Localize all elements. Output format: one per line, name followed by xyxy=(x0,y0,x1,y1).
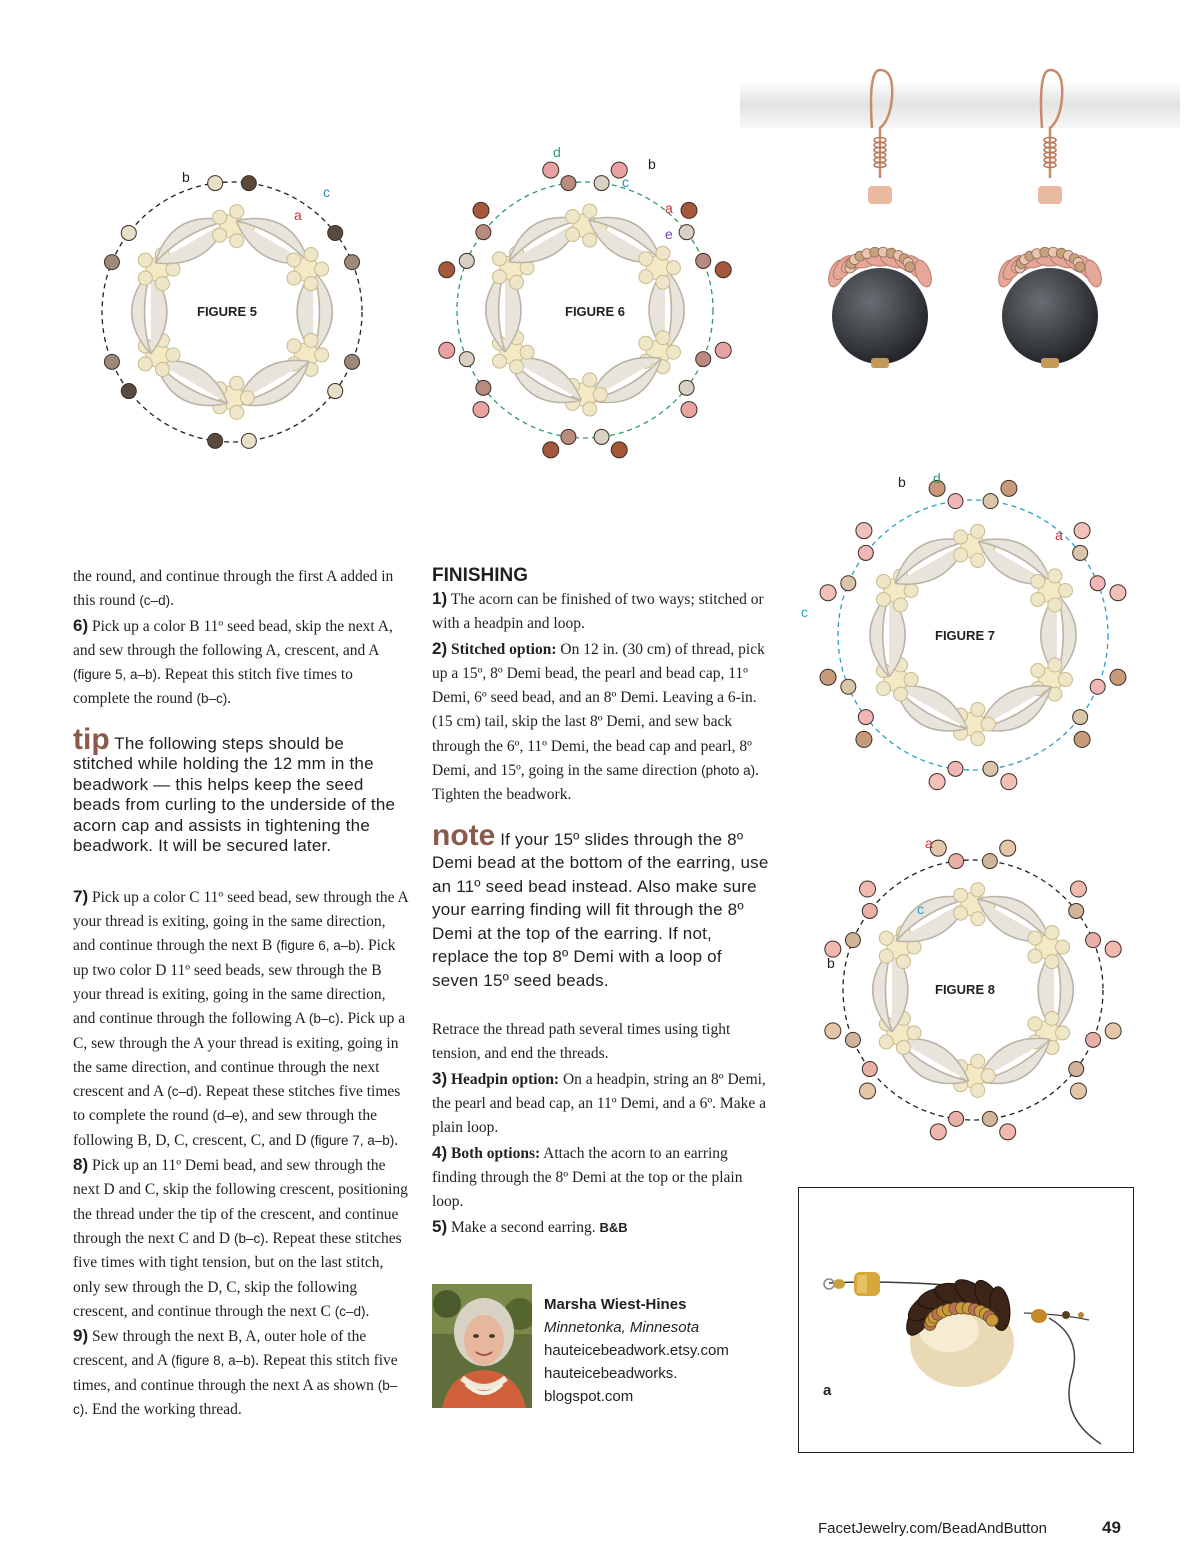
tip-keyword: tip xyxy=(73,722,110,756)
step-9: 9) Sew through the next B, A, outer hole of the crescent, and A (figure 8, a–b). Repeat this stitch five times, and continue through the next A as shown (b–c). End the working thread. xyxy=(73,1326,398,1419)
photo-a-image xyxy=(799,1188,1133,1452)
finishing-heading: FINISHING xyxy=(432,565,529,586)
outer-seed-bead xyxy=(1069,903,1084,918)
bottom-bead xyxy=(871,358,889,368)
finishing-step-5: 5) Make a second earring. B&B xyxy=(432,1216,628,1236)
color-d-bead xyxy=(543,442,559,458)
note-keyword: note xyxy=(432,818,496,852)
step-8: 8) Pick up an 11º Demi bead, and sew through the next D and C, skip the following crescent, positioning the thread under the tip of the crescent, and continue through the next C and D (b–c). Repeat these stitches five times with tight tension, but on the last stitch, only sew through the D, C, skip the following crescent, and continue through the next C (c–d). xyxy=(73,1155,408,1320)
finishing-step-1: 1) The acorn can be finished of two ways; stitched or with a headpin and loop. xyxy=(432,589,764,633)
outer-seed-bead xyxy=(594,429,609,444)
color-d-bead xyxy=(1001,480,1017,496)
seed-bead-a xyxy=(304,333,318,347)
label-d: d xyxy=(933,470,941,486)
seed-bead-a xyxy=(166,348,180,362)
seed-bead-a xyxy=(138,271,152,285)
seed-bead-a xyxy=(1056,1026,1070,1040)
color-d-bead xyxy=(439,262,455,278)
outer-seed-bead xyxy=(948,761,963,776)
seed-bead-a xyxy=(1045,1011,1059,1025)
outer-seed-bead xyxy=(208,176,223,191)
outer-seed-bead xyxy=(841,679,856,694)
seed-bead-a xyxy=(971,883,985,897)
figure-7-label: FIGURE 7 xyxy=(935,628,995,643)
seed-bead-a xyxy=(287,253,301,267)
seed-bead-a xyxy=(894,598,908,612)
seed-bead-a xyxy=(287,271,301,285)
outer-seed-bead xyxy=(561,429,576,444)
figure-8-label: FIGURE 8 xyxy=(935,982,995,997)
color-d-bead xyxy=(856,731,872,747)
step-7: 7) Pick up a color C 11º seed bead, sew through the A your thread is exiting, going in the same direction, and continue through the next B (figure 6, a–b). Pick up two color D 11º seed beads, sew through the B your thread is exiting, going in the same direction, and continue through the following A (b–c). Pick up a C, sew through the A your thread is exiting, going in the same direction, and continue through the next crescent and A (c–d). Repeat these stitches five times to complete the round (d–e), and sew through the following B, D, C, crescent, C, and D (figure 7, a–b). xyxy=(73,886,408,1149)
seed-bead-a xyxy=(230,405,244,419)
seed-bead-a xyxy=(907,1026,921,1040)
seed-bead-a xyxy=(876,682,890,696)
outer-seed-bead xyxy=(696,253,711,268)
seed-bead-a xyxy=(593,387,607,401)
bottom-bead xyxy=(1041,358,1059,368)
seed-bead-a xyxy=(666,345,680,359)
seed-bead-a xyxy=(1031,592,1045,606)
outer-seed-bead xyxy=(845,1032,860,1047)
outer-seed-bead xyxy=(982,1111,997,1126)
seed-bead-a xyxy=(315,348,329,362)
color-d-bead xyxy=(1105,941,1121,957)
seed-bead-a xyxy=(304,277,318,291)
photo-a-frame xyxy=(798,1187,1134,1453)
seed-bead-a xyxy=(971,703,985,717)
author-name: Marsha Wiest-Hines xyxy=(544,1296,687,1313)
outer-seed-bead xyxy=(982,854,997,869)
tip-callout: tip The following steps should be stitched while holding the 12 mm in the beadwork — this helps keep the seed beads from curling to the underside of the acorn cap and assists in tightening the beadwork. It will be secured later. xyxy=(73,722,396,856)
author-location: Minnetonka, Minnesota xyxy=(544,1319,700,1336)
color-d-bead xyxy=(860,881,876,897)
author-info xyxy=(544,1293,774,1408)
finishing-step-2: 2) Stitched option: On 12 in. (30 cm) of thread, pick up a 15º, 8º Demi bead, the pearl and bead cap, 11º Demi, 6º seed bead, and an 8º Demi. Leaving a 6-in. (15 cm) tail, skip the last 8º Demi, and sew back through the 6º, 11º Demi, the bead cap and pearl, 8º Demi, and 15º, going in the same direction (photo a). Tighten the beadwork. xyxy=(432,638,765,804)
seed-bead-a xyxy=(1028,931,1042,945)
seed-bead-a xyxy=(1048,569,1062,583)
color-d-bead xyxy=(681,202,697,218)
author-website-1[interactable]: hauteicebeadwork.etsy.com xyxy=(544,1342,729,1359)
label-c: c xyxy=(801,604,808,620)
outer-seed-bead xyxy=(345,255,360,270)
finishing-step-4: 4) Both options: Attach the acorn to an earring finding through the 8º Demi at the top or the plain loop. xyxy=(432,1142,743,1211)
color-d-bead xyxy=(856,523,872,539)
figure-5-label: FIGURE 5 xyxy=(197,304,257,319)
seed-bead-a xyxy=(138,253,152,267)
seed-bead-a xyxy=(1028,949,1042,963)
seed-bead-a xyxy=(981,717,995,731)
seed-bead-a xyxy=(1058,583,1072,597)
author-website-2[interactable]: hauteicebeadworks. blogspot.com xyxy=(544,1365,678,1405)
outer-seed-bead xyxy=(345,354,360,369)
figure-6-label: FIGURE 6 xyxy=(565,304,625,319)
label-a: a xyxy=(294,207,302,223)
outer-seed-bead xyxy=(1073,545,1088,560)
seed-bead-a xyxy=(1056,940,1070,954)
outer-seed-bead xyxy=(121,225,136,240)
seed-bead-a xyxy=(230,234,244,248)
seed-bead-a xyxy=(230,376,244,390)
seed-bead-a xyxy=(492,354,506,368)
outer-seed-bead xyxy=(948,494,963,509)
seed-bead-a xyxy=(1045,926,1059,940)
color-d-bead xyxy=(1110,669,1126,685)
seed-bead-a xyxy=(876,592,890,606)
color-d-bead xyxy=(473,202,489,218)
seed-bead-a xyxy=(230,205,244,219)
cap-seed-bead xyxy=(1075,262,1085,272)
seed-bead-a xyxy=(1045,955,1059,969)
seed-bead-a xyxy=(896,955,910,969)
label-b: b xyxy=(648,156,656,172)
author-photo xyxy=(432,1284,532,1408)
seed-bead-a xyxy=(904,673,918,687)
color-d-bead xyxy=(681,402,697,418)
outer-seed-bead xyxy=(862,1062,877,1077)
finishing-step-3: 3) Headpin option: On a headpin, string an 8º Demi, the pearl and bead cap, an 11º Demi, and a 6º. Make a plain loop. xyxy=(432,1068,766,1137)
gold-seed-bead xyxy=(986,1314,998,1326)
seed-bead-a xyxy=(954,906,968,920)
seed-bead-a xyxy=(639,336,653,350)
seed-bead-a xyxy=(1048,598,1062,612)
photo-a-label: a xyxy=(823,1382,832,1399)
seed-bead-a xyxy=(566,228,580,242)
seed-bead-a xyxy=(510,275,524,289)
label-b: b xyxy=(898,474,906,490)
seed-bead-a xyxy=(138,357,152,371)
outer-seed-bead xyxy=(858,545,873,560)
cap-seed-bead xyxy=(905,262,915,272)
footer-url[interactable]: FacetJewelry.com/BeadAndButton xyxy=(818,1520,1048,1537)
color-d-bead xyxy=(825,1023,841,1039)
color-d-bead xyxy=(820,585,836,601)
black-pearl xyxy=(832,268,928,364)
seed-bead-a xyxy=(583,373,597,387)
color-d-bead xyxy=(1000,1124,1016,1140)
seed-bead-a xyxy=(583,402,597,416)
seed-bead-a xyxy=(971,912,985,926)
retrace-paragraph: Retrace the thread path several times using tight tension, and end the threads. xyxy=(432,1021,731,1063)
seed-bead-a xyxy=(954,888,968,902)
top-bead xyxy=(1038,186,1062,204)
outer-seed-bead xyxy=(328,384,343,399)
seed-bead-a xyxy=(879,949,893,963)
outer-seed-bead xyxy=(983,761,998,776)
outer-seed-bead xyxy=(862,903,877,918)
outer-seed-bead xyxy=(1086,1032,1101,1047)
outer-seed-bead xyxy=(459,352,474,367)
outer-seed-bead xyxy=(594,176,609,191)
outer-seed-bead xyxy=(1090,679,1105,694)
color-d-bead xyxy=(715,342,731,358)
color-d-bead xyxy=(1074,731,1090,747)
color-d-bead xyxy=(930,1124,946,1140)
color-d-bead xyxy=(611,442,627,458)
earrings-photo xyxy=(740,58,1180,388)
color-d-bead xyxy=(929,774,945,790)
outer-seed-bead xyxy=(104,354,119,369)
seed-bead-a xyxy=(971,524,985,538)
color-d-bead xyxy=(1070,881,1086,897)
outer-seed-bead xyxy=(696,352,711,367)
seed-bead-a xyxy=(639,270,653,284)
label-b: b xyxy=(182,169,190,185)
outer-seed-bead xyxy=(1069,1062,1084,1077)
color-d-bead xyxy=(820,669,836,685)
color-d-bead xyxy=(1105,1023,1121,1039)
color-d-bead xyxy=(1110,585,1126,601)
seed-bead-a xyxy=(213,228,227,242)
color-d-bead xyxy=(1070,1083,1086,1099)
paragraph-continued: the round, and continue through the first A added in this round (c–d). xyxy=(73,568,394,610)
seed-bead-a xyxy=(583,204,597,218)
outer-seed-bead xyxy=(459,253,474,268)
outer-seed-bead xyxy=(949,1111,964,1126)
label-d: d xyxy=(553,145,561,160)
seed-bead-a xyxy=(155,362,169,376)
outer-seed-bead xyxy=(949,854,964,869)
outer-seed-bead xyxy=(241,433,256,448)
seed-bead-a xyxy=(1031,574,1045,588)
seed-bead-a xyxy=(879,1035,893,1049)
color-d-bead xyxy=(860,1083,876,1099)
color-d-bead xyxy=(473,402,489,418)
right-column xyxy=(432,565,770,1240)
step-6: 6) Pick up a color B 11º seed bead, skip the next A, and sew through the following A, crescent, and A (figure 5, a–b). Repeat this stitch five times to complete the round (b–c). xyxy=(73,615,393,708)
outer-seed-bead xyxy=(104,255,119,270)
seed-bead-a xyxy=(492,252,506,266)
seed-bead-a xyxy=(492,270,506,284)
seed-bead-a xyxy=(879,931,893,945)
seed-bead-a xyxy=(904,583,918,597)
seed-bead-a xyxy=(315,262,329,276)
label-c: c xyxy=(323,184,330,200)
label-c: c xyxy=(622,174,629,190)
seed-bead-a xyxy=(510,360,524,374)
seed-bead-a xyxy=(520,345,534,359)
outer-seed-bead xyxy=(845,933,860,948)
color-d-bead xyxy=(1000,840,1016,856)
seed-bead-a xyxy=(639,252,653,266)
outer-seed-bead xyxy=(858,710,873,725)
top-bead xyxy=(868,186,892,204)
seed-bead-a xyxy=(666,261,680,275)
left-column xyxy=(73,565,408,1422)
seed-bead-a xyxy=(981,1069,995,1083)
outer-seed-bead xyxy=(1073,710,1088,725)
seed-bead-a xyxy=(240,391,254,405)
seed-bead-a xyxy=(876,574,890,588)
label-a: a xyxy=(1055,527,1063,543)
seed-bead-a xyxy=(1058,673,1072,687)
outer-seed-bead xyxy=(476,225,491,240)
seed-bead-a xyxy=(971,732,985,746)
seed-bead-a xyxy=(656,275,670,289)
seed-bead-a xyxy=(971,1054,985,1068)
label-a: a xyxy=(925,835,933,851)
seed-bead-a xyxy=(566,210,580,224)
seed-bead-a xyxy=(287,339,301,353)
outer-seed-bead xyxy=(679,380,694,395)
color-d-bead xyxy=(715,262,731,278)
seed-bead-a xyxy=(896,1040,910,1054)
seed-bead-a xyxy=(1048,658,1062,672)
label-c: c xyxy=(917,901,924,917)
seed-bead-a xyxy=(304,248,318,262)
seed-bead-a xyxy=(894,687,908,701)
label-b: b xyxy=(827,955,835,971)
seed-bead-a xyxy=(971,1083,985,1097)
seed-bead-a xyxy=(954,548,968,562)
outer-seed-bead xyxy=(121,384,136,399)
outer-seed-bead xyxy=(679,225,694,240)
color-d-bead xyxy=(439,342,455,358)
seed-bead-a xyxy=(971,553,985,567)
label-a: a xyxy=(665,200,673,216)
seed-bead-a xyxy=(656,331,670,345)
black-pearl xyxy=(1002,268,1098,364)
seed-bead-a xyxy=(1028,1017,1042,1031)
color-d-bead xyxy=(1001,774,1017,790)
outer-seed-bead xyxy=(241,176,256,191)
outer-seed-bead xyxy=(841,576,856,591)
outer-seed-bead xyxy=(983,494,998,509)
label-e: e xyxy=(665,226,673,242)
seed-bead-a xyxy=(155,277,169,291)
seed-bead-a xyxy=(583,233,597,247)
seed-bead-a xyxy=(954,530,968,544)
outer-seed-bead xyxy=(561,176,576,191)
seed-bead-a xyxy=(656,246,670,260)
outer-seed-bead xyxy=(208,433,223,448)
seed-bead-a xyxy=(213,210,227,224)
page-number: 49 xyxy=(1102,1518,1121,1537)
outer-seed-bead xyxy=(476,380,491,395)
color-d-bead xyxy=(1074,523,1090,539)
outer-seed-bead xyxy=(1090,576,1105,591)
color-d-bead xyxy=(543,162,559,178)
note-callout: note If your 15º slides through the 8º Demi bead at the bottom of the earring, use an 11º seed bead instead. Also make sure your earring finding will fit through the 8º Demi at the top of the earring. If not, replace the top 8º Demi with a loop of seven 15º seed beads. xyxy=(432,818,769,990)
outer-seed-bead xyxy=(1086,933,1101,948)
figure-6-art xyxy=(439,145,731,458)
outer-seed-bead xyxy=(328,225,343,240)
seed-bead-a xyxy=(1031,664,1045,678)
